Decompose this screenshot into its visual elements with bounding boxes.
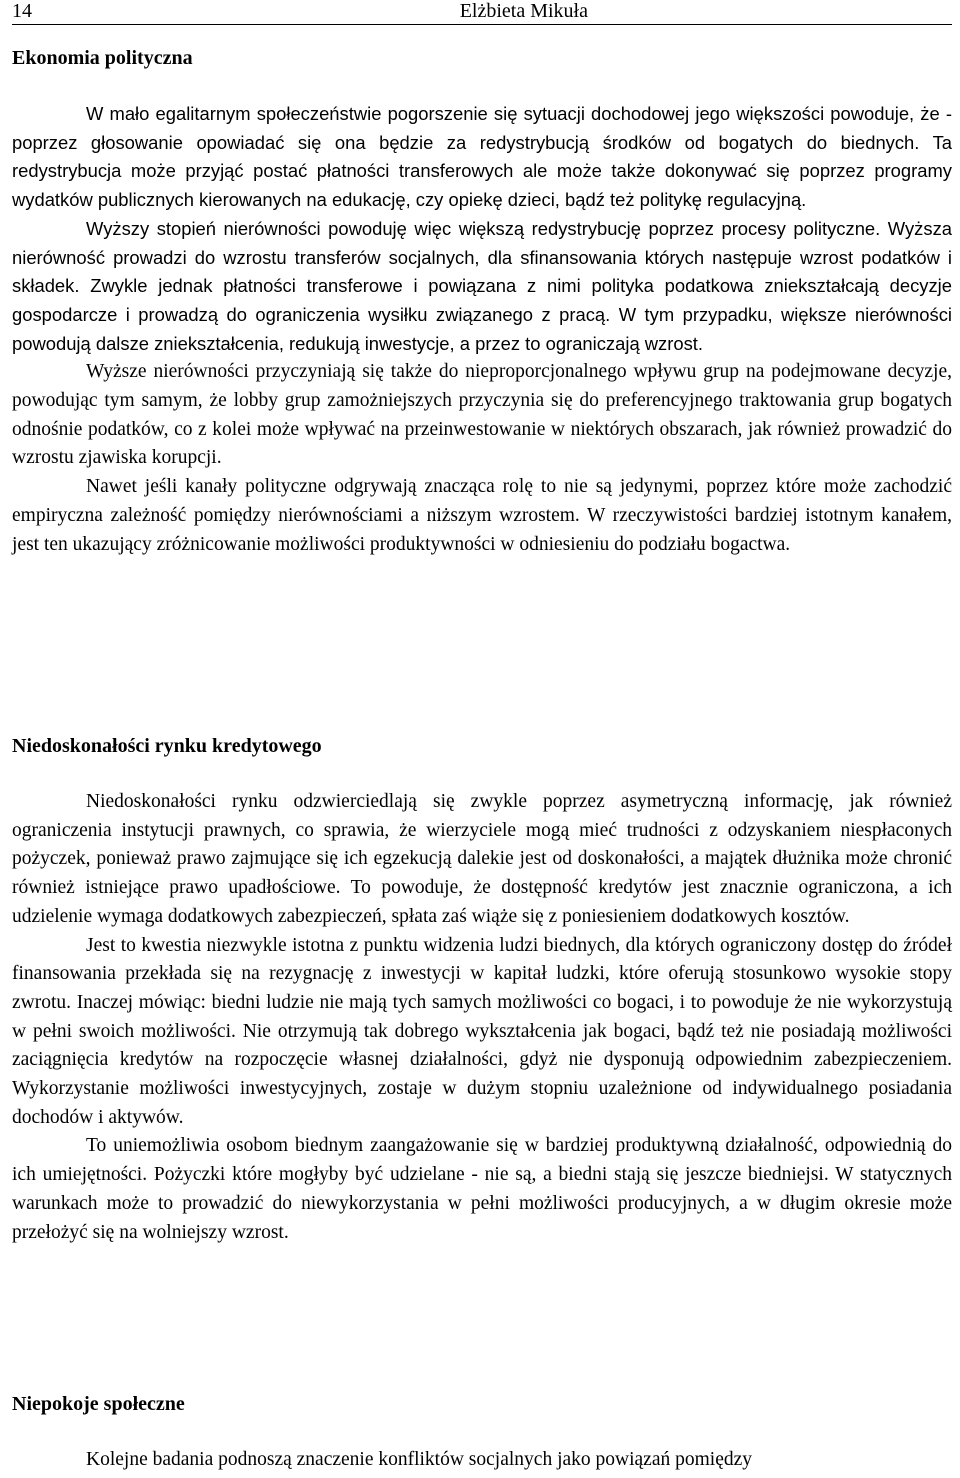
paragraph: To uniemożliwia osobom biednym zaangażowanie się w bardziej produktywną działalność, odpowiednią do ich umiejętności. Pożyczki które mogłyby być udzielane - nie są, a biedni stają się jeszcze biedniejsi. W statycznych warunkach może to prowadzić do niewykorzystania w pełni możliwości producyjnych, a w długim okresie może przełożyć się na wolniejszy wzrost. — [12, 1135, 952, 1243]
paragraph: Jest to kwestia niezwykle istotna z punktu widzenia ludzi biednych, dla których ograniczony dostęp do źródeł finansowania przekłada się na rezygnację z inwestycji w kapitał ludzki, które oferują stosunkowo wysokie stopy zwrotu. Inaczej mówiąc: biedni ludzie nie mają tych samych możliwości co bogaci, i to powoduje że nie wykorzystują w pełni swoich możliwości. Nie otrzymują tak dobrego wykształcenia jak bogaci, bądź też nie posiadają możliwości zaciągnięcia kredytów na rozpoczęcie własnej działalności, gdyż nie dysponują odpowiednim zabezpieczeniem. Wykorzystanie możliwości inwestycyjnych, zostaje w dużym stopniu uzależnione od indywidualnego posiadania dochodów i aktywów. — [12, 934, 952, 1128]
paragraph: Kolejne badania podnoszą znaczenie konfliktów socjalnych jako powiązań pomiędzy — [86, 1449, 753, 1470]
section-body-ekonomia-polityczna — [12, 100, 952, 559]
paragraph: Niedoskonałości rynku odzwierciedlają się zwykle poprzez asymetryczną informację, jak również ograniczenia instytucji prawnych, co sprawia, że wierzyciele mogą mieć trudności z odzyskaniem niespłaconych pożyczek, ponieważ prawo zajmujące się ich egzekucją dalekie jest od doskonałości, a majątek dłużnika może chronić również istniejące prawo upadłościowe. To powoduje, że dostępność kredytów jest znacznie ograniczona, a ich udzielenie wymaga dodatkowych zabezpieczeń, spłata zaś wiąże się z poniesieniem dodatkowych kosztów. — [12, 791, 952, 927]
section-title-niepokoje-spoleczne: Niepokoje społeczne — [12, 1393, 185, 1415]
section-body-niedoskonalosci-rynku — [12, 788, 952, 1247]
page-header — [12, 0, 952, 25]
section-title-niedoskonalosci-rynku: Niedoskonałości rynku kredytowego — [12, 735, 322, 757]
paragraph: Wyższy stopień nierówności powoduję więc większą redystrybucję poprzez procesy polityczne. Wyższa nierówność prowadzi do wzrostu transferów socjalnych, dla sfinansowania których następuje wzrost podatków i składek. Zwykle jednak płatności transferowe i powiązana z nimi polityka podatkowa zniekształcają decyzje gospodarcze i prowadzą do ograniczenia wysiłku związanego z pracą. W tym przypadku, większe nierówności powodują dalsze zniekształcenia, redukują inwestycje, a przez to ograniczają wzrost. — [12, 217, 952, 354]
paragraph: Nawet jeśli kanały polityczne odgrywają znacząca rolę to nie są jedynymi, poprzez które może zachodzić empiryczna zależność pomiędzy nierównościami a niższym wzrostem. W rzeczywistości bardziej istotnym kanałem, jest ten ukazujący zróżnicowanie możliwości produktywności w odniesieniu do podziału bogactwa. — [12, 476, 952, 555]
section-body-niepokoje-spoleczne — [12, 1446, 952, 1475]
paragraph: W mało egalitarnym społeczeństwie pogorszenie się sytuacji dochodowej jego większości powoduje, że - poprzez głosowanie opowiadać się ona będzie za redystrybucją środków od bogatych do biednych. Ta redystrybucja może przyjąć postać płatności transferowych ale może także dokonywać się poprzez programy wydatków publicznych kierowanych na edukację, czy opiekę dzieci, bądź też politykę regulacyjną. — [12, 103, 952, 211]
page-number: 14 — [12, 0, 32, 22]
document-page — [12, 0, 952, 1470]
paragraph: Wyższe nierówności przyczyniają się także do nieproporcjonalnego wpływu grup na podejmowane decyzje, powodując tym samym, że lobby grup zamożniejszych przyczynia się do preferencyjnego traktowania grup bogatych odnośnie podatków, co z kolei może wpływać na przeinwestowanie w niektórych obszarach, jak również prowadzić do wzrostu zjawiska korupcji. — [12, 361, 952, 469]
running-author: Elżbieta Mikuła — [459, 0, 588, 22]
section-title-ekonomia-polityczna: Ekonomia polityczna — [12, 47, 193, 69]
